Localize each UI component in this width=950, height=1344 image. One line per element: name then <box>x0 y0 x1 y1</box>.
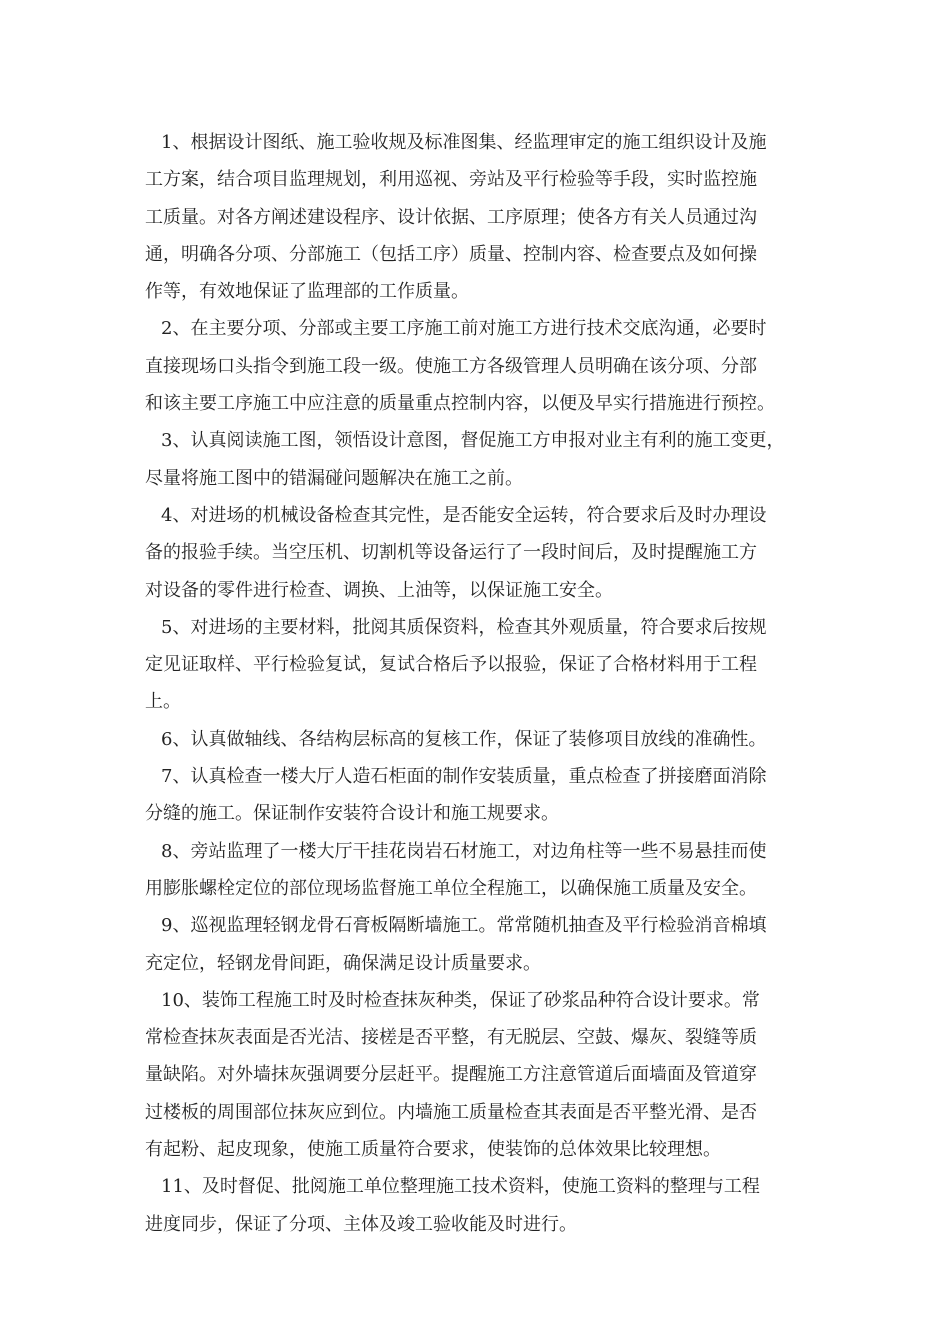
text-line: 常检查抹灰表面是否光洁、接槎是否平整，有无脱层、空鼓、爆灰、裂缝等质 <box>145 1027 757 1049</box>
text-line: 4、对进场的机械设备检查其完性，是否能安全运转，符合要求后及时办理设 <box>161 504 767 526</box>
text-line: 有起粉、起皮现象，使施工质量符合要求，使装饰的总体效果比较理想。 <box>145 1139 721 1161</box>
text-line: 通，明确各分项、分部施工（包括工序）质量、控制内容、检查要点及如何操 <box>145 243 757 265</box>
text-line: 11、及时督促、批阅施工单位整理施工技术资料，使施工资料的整理与工程 <box>161 1176 760 1198</box>
text-line: 8、旁站监理了一楼大厅干挂花岗岩石材施工，对边角柱等一些不易悬挂而使 <box>161 840 767 862</box>
text-line: 上。 <box>145 691 181 713</box>
text-line: 7、认真检查一楼大厅人造石柜面的制作安装质量，重点检查了拼接磨面消除 <box>161 766 767 788</box>
text-line: 作等，有效地保证了监理部的工作质量。 <box>145 281 469 303</box>
text-line: 和该主要工序施工中应注意的质量重点控制内容，以便及早实行措施进行预控。 <box>145 393 775 415</box>
text-line: 尽量将施工图中的错漏碰问题解决在施工之前。 <box>145 467 523 489</box>
text-line: 量缺陷。对外墙抹灰强调要分层赶平。提醒施工方注意管道后面墙面及管道穿 <box>145 1064 757 1086</box>
text-line: 5、对进场的主要材料，批阅其质保资料，检查其外观质量，符合要求后按规 <box>161 616 767 638</box>
text-line: 工质量。对各方阐述建设程序、设计依据、工序原理；使各方有关人员通过沟 <box>145 206 757 228</box>
text-line: 1、根据设计图纸、施工验收规及标准图集、经监理审定的施工组织设计及施 <box>161 132 767 153</box>
text-line: 分缝的施工。保证制作安装符合设计和施工规要求。 <box>145 803 559 825</box>
text-line: 进度同步，保证了分项、主体及竣工验收能及时进行。 <box>145 1213 577 1235</box>
text-line: 直接现场口头指令到施工段一级。使施工方各级管理人员明确在该分项、分部 <box>145 355 757 377</box>
document-body <box>145 124 815 1243</box>
text-line: 3、认真阅读施工图，领悟设计意图，督促施工方申报对业主有利的施工变更， <box>161 430 785 452</box>
text-line: 备的报验手续。当空压机、切割机等设备运行了一段时间后，及时提醒施工方 <box>145 542 757 564</box>
text-line: 工方案，结合项目监理规划，利用巡视、旁站及平行检验等手段，实时监控施 <box>145 169 757 191</box>
text-line: 定见证取样、平行检验复试，复试合格后予以报验，保证了合格材料用于工程 <box>145 654 757 676</box>
text-line: 充定位，轻钢龙骨间距，确保满足设计质量要求。 <box>145 952 541 974</box>
text-line: 10、装饰工程施工时及时检查抹灰种类，保证了砂浆品种符合设计要求。常 <box>161 989 760 1011</box>
text-line: 9、巡视监理轻钢龙骨石膏板隔断墙施工。常常随机抽查及平行检验消音棉填 <box>161 915 767 937</box>
text-line: 6、认真做轴线、各结构层标高的复核工作，保证了装修项目放线的准确性。 <box>161 728 767 750</box>
text-line: 对设备的零件进行检查、调换、上油等，以保证施工安全。 <box>145 579 613 601</box>
text-line: 用膨胀螺栓定位的部位现场监督施工单位全程施工，以确保施工质量及安全。 <box>145 877 757 899</box>
text-line: 2、在主要分项、分部或主要工序施工前对施工方进行技术交底沟通，必要时 <box>161 318 767 340</box>
text-line: 过楼板的周围部位抹灰应到位。内墙施工质量检查其表面是否平整光滑、是否 <box>145 1101 757 1123</box>
